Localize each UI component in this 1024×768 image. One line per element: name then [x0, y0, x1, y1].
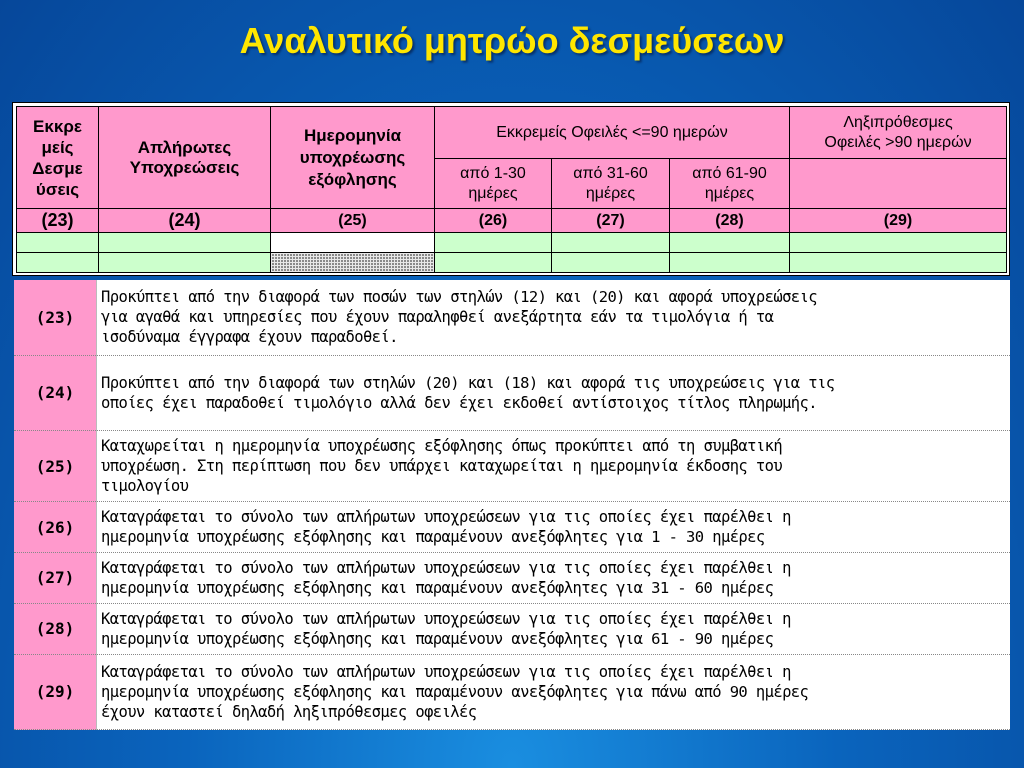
shaded-cell — [271, 253, 435, 273]
col-header-1-30-days: από 1-30 ημέρες — [435, 159, 552, 209]
data-cell — [271, 233, 435, 253]
description-code: (26) — [14, 502, 97, 553]
description-code: (27) — [14, 553, 97, 604]
description-text: Προκύπτει από την διαφορά των ποσών των στηλών (12) και (20) και αφορά υποχρεώσεις για αγαθά και υπηρεσίες που έχουν παραληφθεί ανεξάρτητα εάν τα τιμολόγια ή τα ισοδύναμα έγγραφα έχουν παραδοθεί. — [97, 280, 1011, 355]
col-header-unpaid-liabilities: Απλήρωτες Υποχρεώσεις — [99, 107, 271, 209]
col-header-payment-due-date: Ημερομηνία υποχρέωσης εξόφλησης — [271, 107, 435, 209]
register-header-table — [12, 102, 1010, 276]
description-text: Καταγράφεται το σύνολο των απλήρωτων υποχρεώσεων για τις οποίες έχει παρέλθει η ημερομηνία υποχρέωσης εξόφλησης και παραμένουν ανεξόφλητες για 31 - 60 ημέρες — [97, 553, 1011, 604]
description-row — [14, 654, 1010, 729]
data-cell — [790, 233, 1007, 253]
description-text: Καταγράφεται το σύνολο των απλήρωτων υποχρεώσεων για τις οποίες έχει παρέλθει η ημερομηνία υποχρέωσης εξόφλησης και παραμένουν ανεξόφλητες για πάνω από 90 ημέρες έχουν καταστεί δηλαδή ληξιπρόθεσμες οφειλές — [97, 654, 1011, 729]
slide-title: Αναλυτικό μητρώο δεσμεύσεων — [239, 20, 785, 61]
empty-header-cell — [790, 159, 1007, 209]
data-cell — [670, 233, 790, 253]
description-row — [14, 553, 1010, 604]
data-cell — [790, 253, 1007, 273]
description-row — [14, 502, 1010, 553]
data-cell — [17, 233, 99, 253]
description-text: Καταχωρείται η ημερομηνία υποχρέωσης εξόφλησης όπως προκύπτει από τη συμβατική υποχρέωση. Στη περίπτωση που δεν υπάρχει καταχωρείται η ημερομηνία έκδοσης του τιμολογίου — [97, 431, 1011, 502]
description-row — [14, 603, 1010, 654]
data-cell — [670, 253, 790, 273]
description-row — [14, 355, 1010, 430]
col-header-overdue-gt90: Ληξιπρόθεσμες Οφειλές >90 ημερών — [790, 107, 1007, 159]
data-cell — [99, 233, 271, 253]
description-code: (24) — [14, 355, 97, 430]
col-header-61-90-days: από 61-90 ημέρες — [670, 159, 790, 209]
descriptions-table — [14, 280, 1010, 730]
data-cell — [17, 253, 99, 273]
data-cell — [435, 253, 552, 273]
data-cell — [552, 253, 670, 273]
col-header-pending-commitments: Εκκρε μείς Δεσμε ύσεις — [17, 107, 99, 209]
group-header-pending-le90: Εκκρεμείς Οφειλές <=90 ημερών — [435, 107, 790, 159]
col-header-31-60-days: από 31-60 ημέρες — [552, 159, 670, 209]
description-code: (23) — [14, 280, 97, 355]
header-table — [16, 106, 1007, 273]
data-cell — [552, 233, 670, 253]
data-cell — [435, 233, 552, 253]
description-code: (29) — [14, 654, 97, 729]
description-text: Προκύπτει από την διαφορά των στηλών (20) και (18) και αφορά τις υποχρεώσεις για τις οποίες έχει παραδοθεί τιμολόγιο αλλά δεν έχει εκδοθεί αντίστοιχος τίτλος πληρωμής. — [97, 355, 1011, 430]
code-cell-26: (26) — [435, 209, 552, 233]
code-cell-23: (23) — [17, 209, 99, 233]
code-cell-25: (25) — [271, 209, 435, 233]
description-row — [14, 280, 1010, 355]
description-code: (25) — [14, 431, 97, 502]
description-text: Καταγράφεται το σύνολο των απλήρωτων υποχρεώσεων για τις οποίες έχει παρέλθει η ημερομηνία υποχρέωσης εξόφλησης και παραμένουν ανεξόφλητες για 61 - 90 ημέρες — [97, 603, 1011, 654]
description-code: (28) — [14, 603, 97, 654]
data-cell — [99, 253, 271, 273]
code-cell-24: (24) — [99, 209, 271, 233]
description-row — [14, 431, 1010, 502]
code-cell-27: (27) — [552, 209, 670, 233]
description-text: Καταγράφεται το σύνολο των απλήρωτων υποχρεώσεων για τις οποίες έχει παρέλθει η ημερομηνία υποχρέωσης εξόφλησης και παραμένουν ανεξόφλητες για 1 - 30 ημέρες — [97, 502, 1011, 553]
column-descriptions — [14, 280, 1010, 730]
code-cell-29: (29) — [790, 209, 1007, 233]
code-cell-28: (28) — [670, 209, 790, 233]
